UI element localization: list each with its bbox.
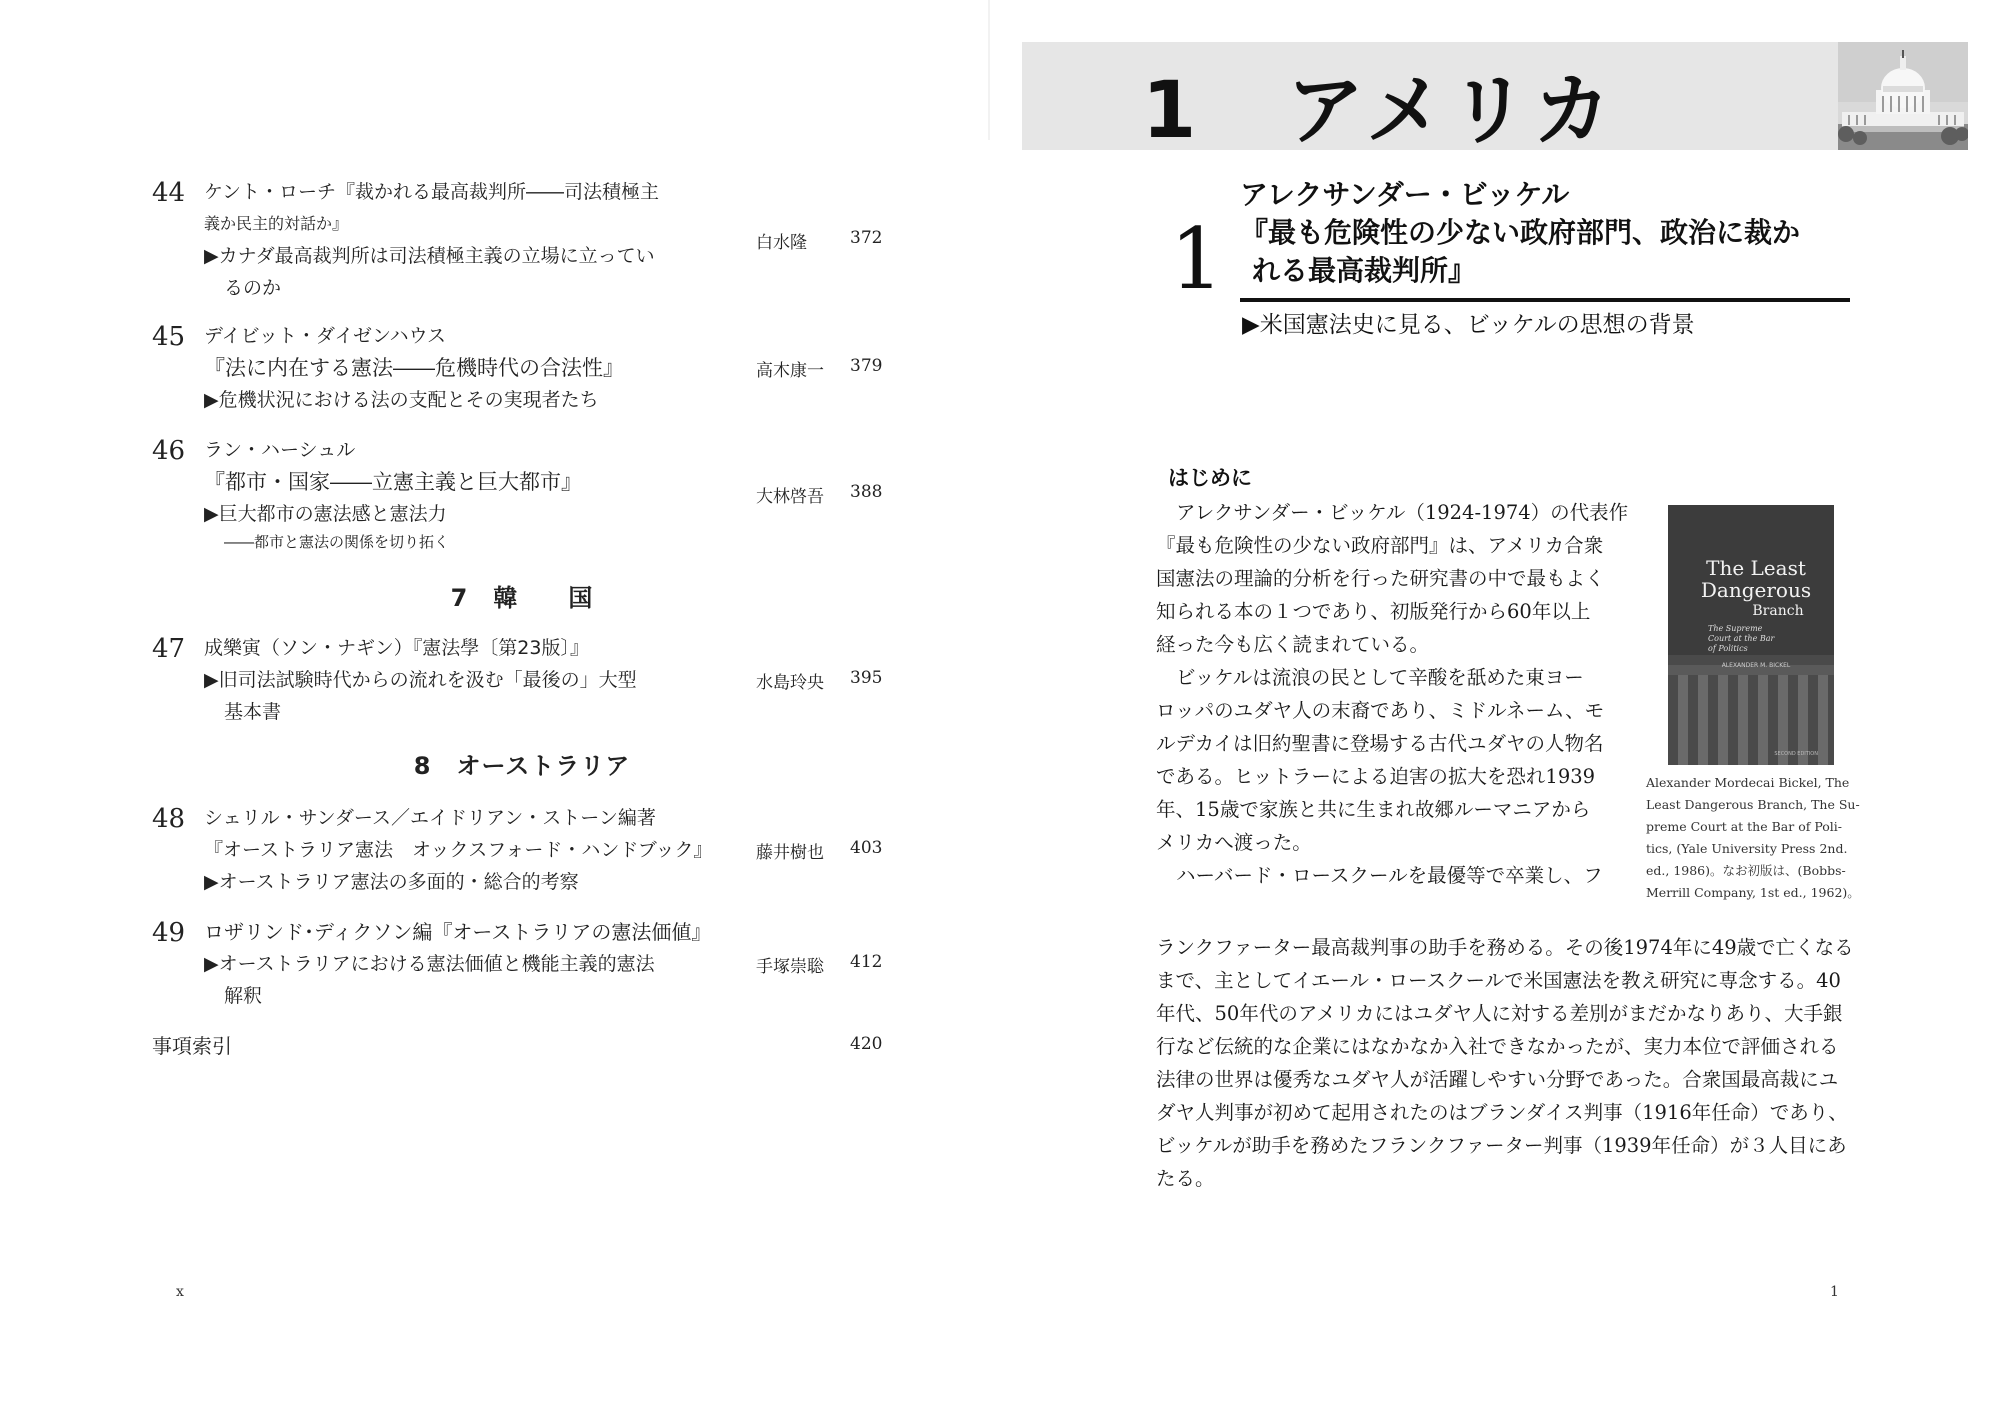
book-cover-art xyxy=(1668,505,1834,765)
right-page xyxy=(990,0,2000,1414)
part-title: 1 アメリカ xyxy=(1142,66,1617,156)
chapter-subtitle: ▶米国憲法史に見る、ビッケルの思想の背景 xyxy=(1242,312,1695,338)
chapter-title-author: アレクサンダー・ビッケル xyxy=(1240,178,1570,211)
entry-number: 47 xyxy=(152,634,186,664)
entry-reviewer: 水島玲央 xyxy=(756,673,824,693)
entry-reviewer: 藤井樹也 xyxy=(756,843,824,863)
cover-title-line1: The Least xyxy=(1706,556,1806,580)
caption-line: Alexander Mordecai Bickel, The xyxy=(1646,775,1850,790)
text-line: 年、15歳で家族と共に生まれ故郷ルーマニアから xyxy=(1156,798,1591,821)
cover-subtitle-3: of Politics xyxy=(1708,644,1748,653)
index-page-number: 420 xyxy=(850,1034,883,1054)
toc-entry-46[interactable] xyxy=(152,434,892,554)
entry-body xyxy=(204,802,713,898)
text-line: である。ヒットラーによる迫害の拡大を恐れ1939 xyxy=(1156,765,1596,788)
text-line: ビッケルが助手を務めたフランクファーター判事（1939年任命）が３人目にあ xyxy=(1156,1134,1847,1157)
entry-number: 48 xyxy=(152,804,186,834)
left-page xyxy=(0,0,990,1414)
text-line: 行など伝統的な企業にはなかなか入社できなかったが、実力本位で評価される xyxy=(1156,1035,1839,1058)
text-line: ビッケルは流浪の民として辛酸を舐めた東ヨー xyxy=(1176,666,1584,689)
chapter-banner xyxy=(1022,42,1968,156)
entry-description-cont: るのか xyxy=(224,277,282,299)
cover-title-line3: Branch xyxy=(1752,603,1804,619)
section-heading-korea: 7 韓 国 xyxy=(450,584,594,612)
entry-number: 45 xyxy=(152,322,186,352)
chapter-title-rule xyxy=(1240,298,1850,302)
cover-subtitle-1: The Supreme xyxy=(1708,624,1763,633)
entry-description: ▶巨大都市の憲法感と憲法力 xyxy=(204,503,447,525)
entry-description-cont: 基本書 xyxy=(224,701,282,723)
text-line: 年代、50年代のアメリカにはユダヤ人に対する差別がまだかなりあり、大手銀 xyxy=(1156,1002,1843,1025)
entry-page-number: 395 xyxy=(850,668,883,688)
right-folio: 1 xyxy=(1830,1284,1839,1300)
entry-page-number: 372 xyxy=(850,228,883,248)
text-line: ダヤ人判事が初めて起用されたのはブランダイス判事（1916年任命）であり、 xyxy=(1156,1101,1848,1124)
cover-subtitle-2: Court at the Bar xyxy=(1708,634,1775,643)
entry-description: ▶危機状況における法の支配とその実現者たち xyxy=(204,389,599,411)
toc-entry-44[interactable] xyxy=(152,176,892,306)
entry-description: ▶旧司法試験時代からの流れを汲む「最後の」大型 xyxy=(204,669,637,691)
entry-reviewer: 白水隆 xyxy=(756,233,807,253)
entry-body xyxy=(204,916,712,1012)
caption-line: tics, (Yale University Press 2nd. xyxy=(1646,841,1848,856)
entry-body xyxy=(204,434,704,554)
entry-title: 『都市・国家――立憲主義と巨大都市』 xyxy=(204,470,582,494)
toc-entry-47[interactable] xyxy=(152,632,892,732)
capitol-icon xyxy=(1838,42,1968,150)
text-line: 『最も危険性の少ない政府部門』は、アメリカ合衆 xyxy=(1156,534,1604,557)
text-line: 経った今も広く読まれている。 xyxy=(1156,633,1430,656)
text-line: ロッパのユダヤ人の末裔であり、ミドルネーム、モ xyxy=(1156,699,1605,722)
text-line: ルデカイは旧約聖書に登場する古代ユダヤの人物名 xyxy=(1156,732,1604,755)
entry-author-name: デイビット・ダイゼンハウス xyxy=(204,325,447,347)
text-line: ランクファーター最高裁判事の助手を務める。その後1974年に49歳で亡くなる xyxy=(1156,936,1854,959)
entry-description-cont: 解釈 xyxy=(224,985,263,1007)
chapter-title-book-cont: れる最高裁判所』 xyxy=(1252,254,1477,287)
entry-page-number: 412 xyxy=(850,952,883,972)
body-text-wide xyxy=(1156,931,1854,1195)
entry-number: 46 xyxy=(152,436,186,466)
entry-body xyxy=(204,320,704,416)
capitol-building-photo xyxy=(1838,42,1968,150)
caption-line: preme Court at the Bar of Poli- xyxy=(1646,819,1842,834)
entry-reviewer: 高木康一 xyxy=(756,361,824,381)
entry-description: ▶カナダ最高裁判所は司法積極主義の立場に立ってい xyxy=(204,245,655,267)
text-line: まで、主としてイエール・ロースクールで米国憲法を教え研究に専念する。40 xyxy=(1156,969,1841,992)
toc-entry-45[interactable] xyxy=(152,320,892,420)
section-heading-introduction: はじめに xyxy=(1168,466,1252,490)
entry-title: 『法に内在する憲法――危機時代の合法性』 xyxy=(204,356,624,380)
entry-number: 44 xyxy=(152,178,186,208)
text-line: 知られる本の１つであり、初版発行から60年以上 xyxy=(1156,600,1591,623)
entry-title: 『オーストラリア憲法 オックスフォード・ハンドブック』 xyxy=(204,839,713,861)
entry-author-name: シェリル・サンダース／エイドリアン・ストーン編著 xyxy=(204,807,656,829)
book-cover-image xyxy=(1668,505,1834,765)
entry-number: 49 xyxy=(152,918,186,948)
index-label[interactable]: 事項索引 xyxy=(152,1034,232,1058)
caption-line: Merrill Company, 1st ed., 1962)。 xyxy=(1646,885,1860,900)
section-heading-australia: 8 オーストラリア xyxy=(413,752,631,780)
left-folio: x xyxy=(176,1284,184,1300)
entry-page-number: 388 xyxy=(850,482,883,502)
text-line: たる。 xyxy=(1156,1167,1215,1190)
cover-edition: SECOND EDITION xyxy=(1774,751,1818,757)
entry-description: ▶オーストラリア憲法の多面的・総合的考察 xyxy=(204,871,579,893)
text-line: アレクサンダー・ビッケル（1924-1974）の代表作 xyxy=(1176,501,1629,524)
entry-author-name: ケント・ローチ『裁かれる最高裁判所――司法積極主 xyxy=(204,181,660,203)
entry-reviewer: 手塚崇聡 xyxy=(756,957,824,977)
text-line: 国憲法の理論的分析を行った研究書の中で最もよく xyxy=(1156,567,1605,590)
chapter-title xyxy=(1240,176,1860,290)
text-line: ハーバード・ロースクールを最優等で卒業し、フ xyxy=(1176,864,1603,887)
entry-description-cont: ――都市と憲法の関係を切り拓く xyxy=(224,533,450,551)
book-cover-caption xyxy=(1646,772,1860,904)
entry-body xyxy=(204,176,704,304)
caption-line: Least Dangerous Branch, The Su- xyxy=(1646,797,1860,812)
text-line: メリカへ渡った。 xyxy=(1156,831,1312,854)
entry-author-name: ラン・ハーシュル xyxy=(204,439,356,461)
entry-title: 成樂寅（ソン・ナギン）『憲法學〔第23版〕』 xyxy=(204,637,589,659)
text-line: 法律の世界は優秀なユダヤ人が活躍しやすい分野であった。合衆国最高裁にユ xyxy=(1156,1068,1839,1091)
entry-reviewer: 大林啓吾 xyxy=(756,487,824,507)
entry-description: ▶オーストラリアにおける憲法価値と機能主義的憲法 xyxy=(204,953,655,975)
cover-author: ALEXANDER M. BICKEL xyxy=(1721,662,1791,669)
entry-title-cont: 義か民主的対話か』 xyxy=(204,214,349,233)
toc-entry-49[interactable] xyxy=(152,916,892,1016)
cover-title-line2: Dangerous xyxy=(1700,578,1812,602)
caption-line: ed., 1986)。なお初版は、(Bobbs- xyxy=(1646,863,1846,878)
entry-body xyxy=(204,632,704,728)
body-text-narrow xyxy=(1156,496,1628,892)
chapter-number: 1 xyxy=(1170,210,1224,308)
entry-page-number: 379 xyxy=(850,356,883,376)
entry-title: ロザリンド･ディクソン編『オーストラリアの憲法価値』 xyxy=(204,920,712,944)
entry-page-number: 403 xyxy=(850,838,883,858)
chapter-title-book: 『最も危険性の少ない政府部門、政治に裁か xyxy=(1240,216,1801,249)
toc-entry-48[interactable] xyxy=(152,802,892,902)
